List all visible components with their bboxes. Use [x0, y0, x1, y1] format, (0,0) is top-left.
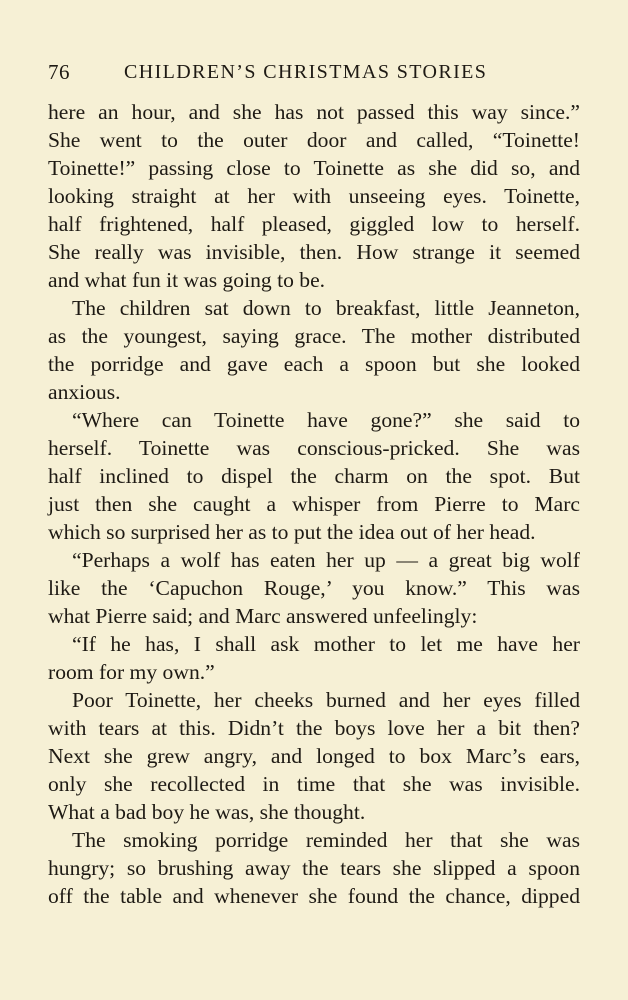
body-text [48, 98, 580, 910]
paragraph [48, 686, 580, 826]
text-line: Toinette!” passing close to Toinette as she did so, and [48, 156, 580, 180]
paragraph [48, 630, 580, 686]
text-line: The children sat down to breakfast, little Jeanneton, [72, 296, 580, 320]
text-line: “If he has, I shall ask mother to let me have her [72, 632, 580, 656]
text-line: what Pierre said; and Marc answered unfeelingly: [48, 604, 478, 628]
text-line: and what fun it was going to be. [48, 268, 326, 292]
text-line: looking straight at her with unseeing eyes. Toinette, [48, 184, 580, 208]
text-line: Poor Toinette, her cheeks burned and her eyes filled [72, 688, 580, 712]
text-line: “Where can Toinette have gone?” she said to [72, 408, 580, 432]
paragraph [48, 546, 580, 630]
text-line: anxious. [48, 380, 121, 404]
text-line: Next she grew angry, and longed to box Marc’s ears, [48, 744, 580, 768]
text-line: with tears at this. Didn’t the boys love her a bit then? [48, 716, 580, 740]
running-title: CHILDREN’S CHRISTMAS STORIES [124, 61, 488, 83]
text-line: half inclined to dispel the charm on the spot. But [48, 464, 580, 488]
text-line: She really was invisible, then. How strange it seemed [48, 240, 580, 264]
text-line: What a bad boy he was, she thought. [48, 800, 366, 824]
text-line: half frightened, half pleased, giggled low to herself. [48, 212, 580, 236]
text-line: hungry; so brushing away the tears she slipped a spoon [48, 856, 580, 880]
text-line: as the youngest, saying grace. The mother distributed [48, 324, 580, 348]
text-line: herself. Toinette was conscious-pricked. She was [48, 436, 580, 460]
page-number: 76 [48, 60, 70, 84]
text-line: the porridge and gave each a spoon but she looked [48, 352, 580, 376]
paragraph [48, 98, 580, 294]
text-line: like the ‘Capuchon Rouge,’ you know.” This was [48, 576, 580, 600]
text-line: off the table and whenever she found the chance, dipped [48, 884, 580, 908]
text-line: She went to the outer door and called, “Toinette! [48, 128, 580, 152]
paragraph [48, 294, 580, 406]
paragraph [48, 406, 580, 546]
text-line: The smoking porridge reminded her that she was [72, 828, 580, 852]
book-page [48, 58, 580, 910]
text-line: only she recollected in time that she was invisible. [48, 772, 580, 796]
text-line: “Perhaps a wolf has eaten her up — a great big wolf [72, 548, 580, 572]
text-line: here an hour, and she has not passed this way since.” [48, 100, 580, 124]
text-line: which so surprised her as to put the idea out of her head. [48, 520, 536, 544]
text-line: room for my own.” [48, 660, 215, 684]
page-header [48, 58, 580, 90]
paragraph [48, 826, 580, 910]
text-line: just then she caught a whisper from Pierre to Marc [48, 492, 580, 516]
